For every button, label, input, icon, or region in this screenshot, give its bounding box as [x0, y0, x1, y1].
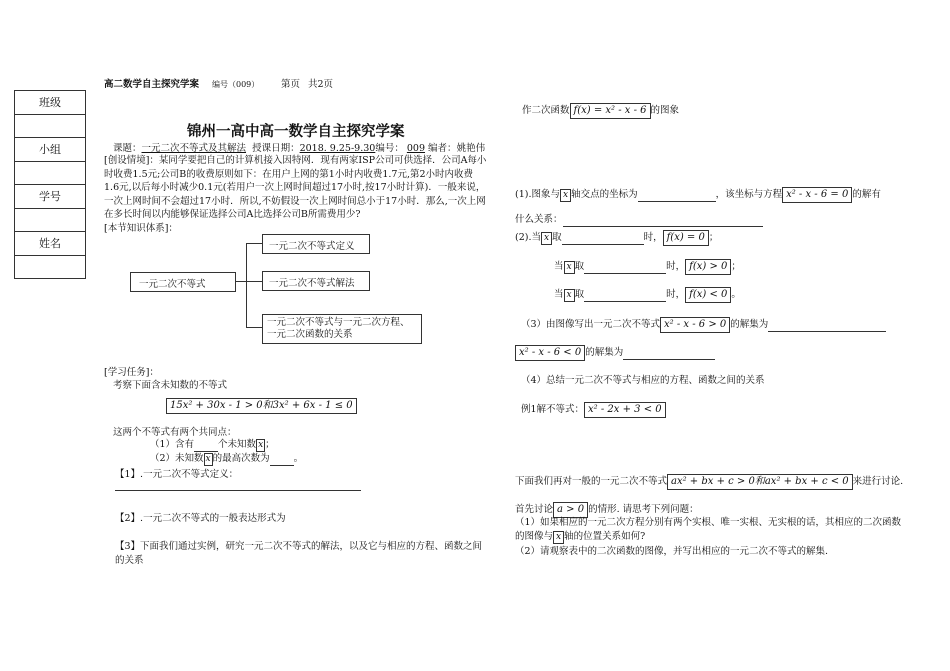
- blank-x-zero[interactable]: [562, 231, 644, 245]
- q2-f3-end: 。: [731, 289, 741, 300]
- var-x-box: x: [205, 454, 211, 464]
- blank-relation[interactable]: [563, 213, 763, 227]
- q2-text-d: 当: [554, 261, 564, 272]
- question-1: [515, 187, 881, 203]
- q2-text-c: 时，: [666, 289, 686, 300]
- q2-text-d: 当: [554, 289, 564, 300]
- knowledge-label: [本节知识体系]：: [104, 223, 178, 234]
- q3-text-b: 的解集为: [730, 319, 769, 330]
- blank-highest-degree[interactable]: [270, 452, 294, 466]
- blank-intersection-coords[interactable]: [638, 188, 716, 202]
- question-2-zero: [515, 230, 718, 246]
- graph-text-a: 作二次函数: [522, 105, 570, 116]
- question-1-relation: [515, 213, 763, 227]
- topic-value: 一元二次不等式及其解法: [141, 143, 247, 154]
- f-less-zero: f(x) < 0: [685, 287, 731, 303]
- graph-instruction: [522, 103, 679, 119]
- knowledge-branch-solution: 一元二次不等式解法: [262, 271, 370, 291]
- q3-inequality-2: x² - x - 6 < 0: [515, 345, 585, 361]
- general-discussion: [515, 474, 903, 490]
- side-table-entry-row[interactable]: [15, 256, 85, 280]
- inequalities-formula: 15x² + 30x - 1 > 0和3x² + 6x - 1 ≤ 0: [166, 398, 357, 414]
- author-value: 姚艳伟: [456, 143, 486, 154]
- graph-text-b: 的图象: [650, 105, 680, 116]
- common-intro: 这两个不等式有两个共同点：: [113, 427, 237, 438]
- question-3-second: [515, 345, 715, 361]
- var-x-box: x: [541, 232, 552, 245]
- q1-text-a: (1).图象与: [515, 189, 560, 200]
- side-table-label-row: 姓名: [15, 232, 85, 256]
- point1-text-c: ；: [265, 439, 275, 450]
- tree-connector: [236, 281, 246, 282]
- item-2-general-form: 【2】.一元二次不等式的一般表达形式为: [115, 513, 286, 524]
- q2-text-c: 时，: [643, 232, 663, 243]
- side-table-label-row: 小组: [15, 138, 85, 162]
- discuss-condition: a > 0: [553, 502, 588, 518]
- var-x-box: x: [564, 261, 575, 274]
- problem-1: [515, 516, 905, 544]
- q1-text-b: 轴交点的坐标为: [571, 189, 638, 200]
- q2-f1-end: ；: [708, 232, 719, 243]
- question-2-negative: [554, 287, 741, 303]
- main-title: 锦州一高中高一数学自主探究学案: [187, 123, 405, 140]
- tree-trunk: [246, 243, 247, 327]
- var-x-box: x: [564, 289, 575, 302]
- tree-branch-3: [246, 327, 262, 328]
- f-equals-zero: f(x) = 0: [663, 230, 709, 246]
- tasks-intro: 考察下面含未知数的不等式: [113, 380, 228, 391]
- p1-text-b: 轴的位置关系如何?: [564, 530, 646, 542]
- var-x-box: x: [258, 440, 264, 450]
- var-x-box: x: [560, 189, 571, 202]
- tree-branch-2: [246, 281, 262, 282]
- q1-equation: x² - x - 6 = 0: [782, 187, 852, 203]
- point1-text-a: （1）含有: [150, 439, 195, 450]
- q2-text-b: 取: [574, 289, 585, 300]
- definition-answer-line[interactable]: [115, 490, 361, 491]
- header-code: 编号（009）: [212, 80, 260, 89]
- item-3-instruction: 【3】下面我们通过实例，研究一元二次不等式的解法，以及它与相应的方程、函数之间的关系: [115, 541, 483, 566]
- point2-text-c: 。: [293, 453, 304, 464]
- discuss-text-b: 的情形. 请思考下列问题：: [588, 504, 699, 515]
- date-label: 授课日期：: [252, 143, 300, 154]
- discuss-text-a: 首先讨论: [515, 504, 554, 515]
- header-title: 高二数学自主探究学案: [104, 79, 200, 90]
- blank-x-negative[interactable]: [584, 288, 666, 302]
- ex1-text: 例1解不等式：: [521, 404, 585, 415]
- header-total-pages: 共2页: [308, 79, 334, 90]
- side-table-label-row: 学号: [15, 185, 85, 209]
- scenario-text: [创设情境]：某同学要把自己的计算机接入因特网．现有两家ISP公司可供选择．公司A每小时收费1.5元;公司B的收费原则如下：在用户上网的第1小时内收费1.7元,第2小时内收费1.6元,以后每小时减少0.1元(若用户一次上网时间超过17小时,按17小时计算)．一般来说，一次上网时间不会超过17小时．所以,不妨假设一次上网时间总小于17小时．那么,一次上网在多长时间以内能够保证选择公司A比选择公司B所需费用少?: [104, 155, 487, 220]
- item-1-definition: 【1】.一元二次不等式定义：: [115, 469, 239, 480]
- q2-f2-end: ；: [731, 261, 741, 272]
- side-table-entry-row[interactable]: [15, 115, 85, 139]
- graph-function: f(x) = x² - x - 6: [570, 103, 651, 119]
- tree-branch-1: [246, 243, 262, 244]
- common-point-2: [150, 452, 303, 466]
- q2-text-b: 取: [574, 261, 585, 272]
- header-page: 第页: [281, 79, 301, 90]
- date-value: 2018. 9.25-9.30: [299, 143, 376, 154]
- blank-unknown-count[interactable]: [194, 438, 218, 452]
- q1-text-e: 什么关系：: [515, 214, 563, 225]
- knowledge-branch-definition: 一元二次不等式定义: [262, 234, 370, 254]
- author-label: 编者：: [428, 143, 457, 154]
- q3-inequality-1: x² - x - 6 > 0: [660, 317, 730, 333]
- example-1: [521, 402, 666, 418]
- general-text-a: 下面我们再对一般的一元二次不等式: [515, 476, 668, 487]
- blank-solution-set-1[interactable]: [768, 318, 886, 332]
- q3-text-c: 的解集为: [585, 347, 624, 358]
- ex1-inequality: x² - 2x + 3 < 0: [584, 402, 666, 418]
- topic-label: 课题：: [113, 143, 142, 154]
- question-3: [521, 317, 886, 333]
- problem-2: （2）请观察表中的二次函数的图像，并写出相应的一元二次不等式的解集.: [515, 546, 829, 557]
- q2-text-a: (2).当: [515, 232, 541, 243]
- q1-text-d: 的解有: [852, 189, 881, 200]
- general-text-b: 来进行讨论.: [852, 476, 904, 487]
- q3-text-a: （3）由图像写出一元二次不等式: [521, 319, 661, 330]
- q2-text-c: 时，: [666, 261, 686, 272]
- general-inequalities: ax² + bx + c > 0和ax² + bx + c < 0: [667, 474, 853, 490]
- p1-text-a: （1）如果相应的一元二次方程分别有两个实根、唯一实根、无实根的话，其相应的二次函数的图像与: [515, 517, 902, 542]
- number-label: 编号：: [375, 143, 404, 154]
- blank-solution-set-2[interactable]: [623, 346, 715, 360]
- q2-text-b: 取: [552, 232, 562, 243]
- question-2-positive: [554, 259, 741, 275]
- blank-x-positive[interactable]: [584, 260, 666, 274]
- knowledge-root: 一元二次不等式: [130, 272, 236, 292]
- point2-text-b: 的最高次数为: [212, 453, 270, 464]
- number-value: 009: [406, 143, 426, 154]
- q1-text-c: ，该坐标与方程: [715, 189, 783, 200]
- point2-text-a: （2）未知数: [150, 453, 204, 464]
- knowledge-branch-relation: 一元二次不等式与一元二次方程、一元二次函数的关系: [262, 314, 422, 344]
- student-info-table: [14, 90, 86, 279]
- point1-text-b: 个未知数: [218, 439, 257, 450]
- f-greater-zero: f(x) > 0: [685, 259, 731, 275]
- side-table-entry-row[interactable]: [15, 209, 85, 233]
- var-x-box: x: [553, 531, 564, 544]
- side-table-label-row: 班级: [15, 91, 85, 115]
- side-table-entry-row[interactable]: [15, 162, 85, 186]
- tasks-label: [学习任务]：: [104, 367, 159, 378]
- tasks-inequalities: [166, 393, 357, 414]
- question-4: （4）总结一元二次不等式与相应的方程、函数之间的关系: [521, 375, 765, 386]
- common-point-1: [150, 438, 275, 452]
